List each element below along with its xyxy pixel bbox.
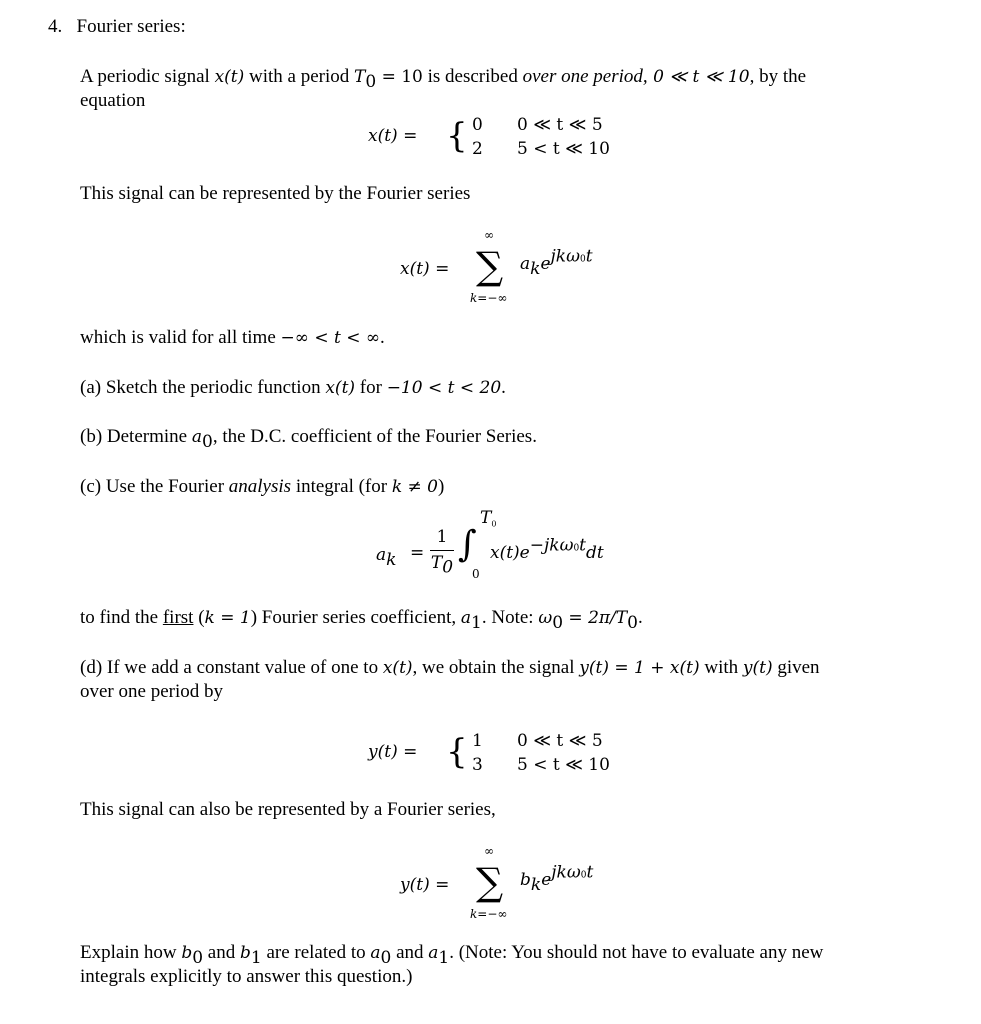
math: a xyxy=(428,943,439,963)
summand xyxy=(520,862,594,895)
text: which is valid for all time xyxy=(80,327,281,348)
condition: 0 ≪ t ≪ 5 xyxy=(517,115,603,135)
lhs: y(t) = xyxy=(368,742,418,762)
intro-line-1 xyxy=(80,65,807,92)
math: k = 1 xyxy=(204,608,251,628)
integral-sign: ∫ xyxy=(458,524,477,565)
upper-limit: ∞ xyxy=(484,844,494,858)
text: A periodic signal xyxy=(80,66,215,87)
text: with xyxy=(699,657,743,678)
text: are related to xyxy=(261,942,371,963)
math: y(t) = 1 + x(t) xyxy=(579,658,700,678)
math-sub: 0 xyxy=(201,431,213,452)
part-c xyxy=(80,475,444,499)
math: a xyxy=(370,943,381,963)
math-sub: 0 xyxy=(627,612,638,633)
math: x(t) xyxy=(325,378,356,398)
math: a xyxy=(191,427,202,447)
math-sub: 1 xyxy=(250,947,262,968)
part-d-line-1 xyxy=(80,656,820,680)
math-sub: k xyxy=(386,549,397,570)
math-sup: 0 xyxy=(573,543,580,554)
text: with a period xyxy=(244,66,355,87)
math: T xyxy=(480,508,492,528)
lower-limit: 0 xyxy=(472,567,480,581)
valid-line xyxy=(80,326,385,350)
represent-text: This signal can be represented by the Fourier series xyxy=(80,183,471,204)
condition: 5 < t ≪ 10 xyxy=(517,139,610,159)
value: 3 xyxy=(472,755,483,775)
text: . xyxy=(637,607,643,628)
math: ω xyxy=(538,608,553,628)
intro-line-2: equation xyxy=(80,90,146,111)
text: analysis xyxy=(228,476,292,497)
math-sup: −jkω xyxy=(529,535,574,556)
math-sub: k xyxy=(530,258,541,279)
math: 0 ≪ t ≪ 10 xyxy=(647,67,750,87)
denominator xyxy=(430,553,454,578)
math: a xyxy=(460,608,472,628)
text: , the D.C. coefficient of the Fourier Series. xyxy=(212,426,537,447)
part-a xyxy=(80,376,506,400)
explain-line-2: integrals explicitly to answer this question.) xyxy=(80,966,413,987)
text: , we obtain the signal xyxy=(412,657,580,678)
value: 2 xyxy=(472,139,483,159)
text: (c) Use the Fourier xyxy=(80,476,229,497)
math: e xyxy=(541,870,552,890)
math: k ≠ 0 xyxy=(391,477,438,497)
text: and xyxy=(391,942,429,963)
fraction-bar xyxy=(430,550,454,551)
text: . xyxy=(501,377,506,398)
lhs: y(t) = xyxy=(400,875,450,895)
text: . Note: xyxy=(481,607,539,628)
text: first xyxy=(162,607,194,628)
math: −10 < t < 20 xyxy=(386,378,502,398)
integrand xyxy=(490,535,604,565)
math-sub: 0 xyxy=(192,947,204,968)
lhs: x(t) = xyxy=(400,259,450,279)
represent-text-2: This signal can also be represented by a Fourier series, xyxy=(80,799,496,820)
math: = 10 xyxy=(376,67,423,87)
text: , by the xyxy=(749,66,807,87)
upper-limit xyxy=(480,508,497,529)
lower-limit: k=−∞ xyxy=(470,291,508,305)
math-sup: 0 xyxy=(579,254,586,265)
part-d-line-2: over one period by xyxy=(80,681,223,702)
math-sup: t xyxy=(586,862,594,883)
value: 1 xyxy=(472,731,483,751)
math: a xyxy=(376,545,387,565)
math: x(t) xyxy=(382,658,413,678)
question-heading xyxy=(48,15,186,39)
text: over one period, xyxy=(522,66,648,87)
text: is described xyxy=(422,66,523,87)
text: . (Note: You should not have to evaluate any new xyxy=(449,942,824,963)
text: given xyxy=(772,657,820,678)
text: (d) If we add a constant value of one to xyxy=(80,657,383,678)
numerator: 1 xyxy=(436,527,448,547)
equals: = xyxy=(410,543,425,563)
math-sup: t xyxy=(579,535,587,556)
text: ) xyxy=(438,476,445,497)
math: y(t) xyxy=(742,658,773,678)
question-number: 4. xyxy=(48,16,63,37)
math: b xyxy=(239,943,251,963)
math: b xyxy=(181,943,193,963)
math-sup: jkω xyxy=(550,246,580,267)
text: to find the xyxy=(80,607,163,628)
math: = 2π/T xyxy=(563,608,628,628)
math-sub: 0 xyxy=(380,947,392,968)
condition: 5 < t ≪ 10 xyxy=(517,755,610,775)
math: b xyxy=(520,870,531,890)
find-line xyxy=(80,606,643,633)
text: ) Fourier series coefficient, xyxy=(250,607,461,628)
math: e xyxy=(540,254,551,274)
question-title: Fourier series: xyxy=(76,16,186,37)
value: 0 xyxy=(472,115,483,135)
math-sup: t xyxy=(585,246,593,267)
math: x(t) xyxy=(214,67,245,87)
math: T xyxy=(354,67,366,87)
math-sub: 1 xyxy=(471,612,482,633)
text: . xyxy=(380,327,385,348)
text: integral (for xyxy=(291,476,392,497)
math-sub: 0 xyxy=(491,519,497,529)
lower-limit: k=−∞ xyxy=(470,907,508,921)
math-sup: jkω xyxy=(551,862,581,883)
text: (b) Determine xyxy=(80,426,192,447)
math: −∞ < t < ∞ xyxy=(280,328,381,348)
math-sub: 1 xyxy=(438,947,450,968)
part-b xyxy=(80,425,537,452)
lhs xyxy=(376,543,397,570)
text: and xyxy=(203,942,240,963)
text: (a) Sketch the periodic function xyxy=(80,377,326,398)
math-sub: 0 xyxy=(442,557,454,578)
text: ( xyxy=(193,607,205,628)
text: for xyxy=(355,377,387,398)
explain-line-1 xyxy=(80,941,824,968)
math: dt xyxy=(586,543,604,563)
sigma: ∑ xyxy=(476,860,504,904)
math-sub: 0 xyxy=(552,612,564,633)
brace: { xyxy=(446,116,468,156)
sigma: ∑ xyxy=(476,244,504,288)
math-sub: k xyxy=(530,874,542,895)
math: T xyxy=(430,553,443,573)
summand xyxy=(520,246,593,279)
lhs: x(t) = xyxy=(368,126,418,146)
upper-limit: ∞ xyxy=(484,228,494,242)
math-sub: 0 xyxy=(365,71,377,92)
math-sup: 0 xyxy=(580,870,587,881)
text: Explain how xyxy=(80,942,182,963)
condition: 0 ≪ t ≪ 5 xyxy=(517,731,603,751)
brace: { xyxy=(446,732,468,772)
math: x(t)e xyxy=(490,543,530,563)
math: a xyxy=(520,254,531,274)
